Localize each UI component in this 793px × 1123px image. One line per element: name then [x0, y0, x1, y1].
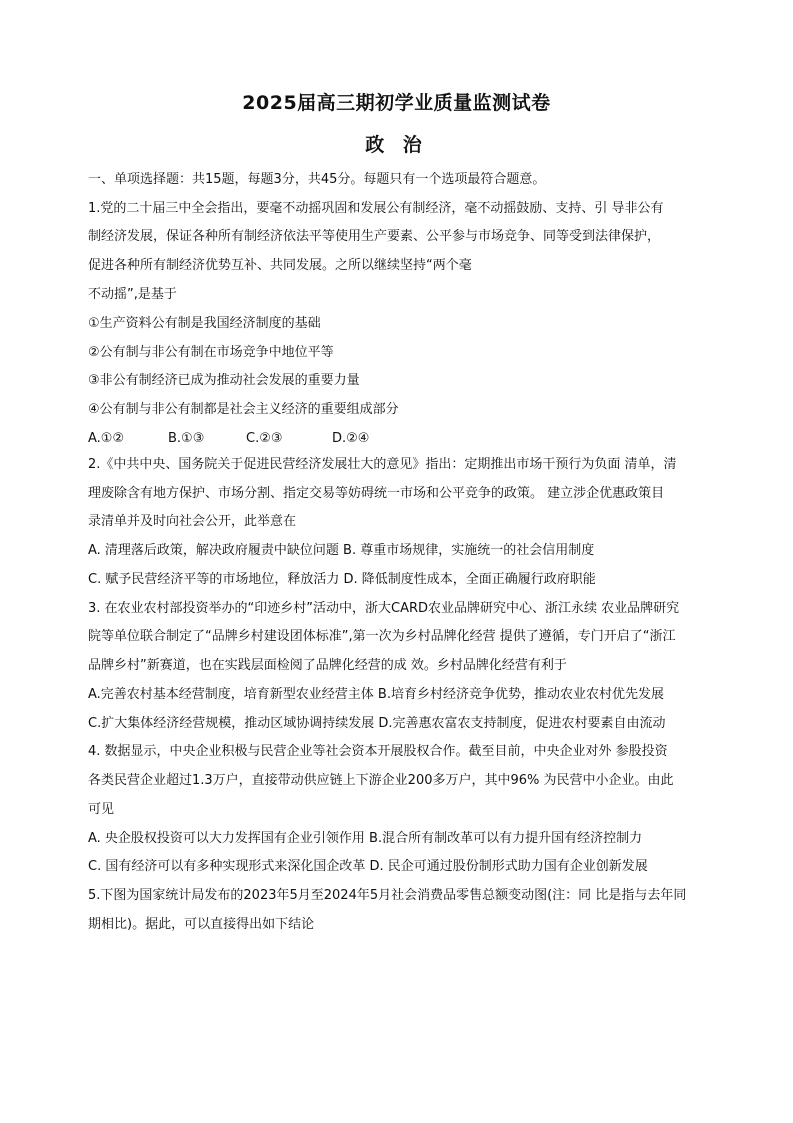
q4-stem-line: 可见: [88, 802, 115, 817]
q3-stem-line: 品牌乡村”新赛道，也在实践层面检阅了品牌化经营的成 效。乡村品牌化经营有利于: [88, 658, 567, 673]
q5-stem-line: 期相比)。据此，可以直接得出如下结论: [88, 917, 315, 932]
q4-options-ab[interactable]: A. 央企股权投资可以大力发挥国有企业引领作用 B.混合所有制改革可以有力提升国有经济控制力: [88, 831, 643, 846]
q1-stem-line: 不动摇”,是基于: [88, 287, 177, 302]
q4-stem-line: 各类民营企业超过1.3万户，直接带动供应链上下游企业200多万户，其中96% 为民营中小企业。由此: [88, 773, 674, 788]
q1-statement: ①生产资料公有制是我国经济制度的基础: [88, 316, 321, 331]
q1-option-b[interactable]: B.①③: [168, 431, 205, 446]
q1-stem-line: 促进各种所有制经济优势互补、共同发展。之所以继续坚持“两个毫: [88, 258, 472, 273]
q4-stem-line: 4. 数据显示，中央企业积极与民营企业等社会资本开展股权合作。截至目前，中央企业对外 参股投资: [88, 744, 668, 759]
q2-options-cd[interactable]: C. 赋予民营经济平等的市场地位，释放活力 D. 降低制度性成本，全面正确履行政府职能: [88, 572, 596, 587]
q2-stem-line: 理废除含有地方保护、市场分割、指定交易等妨碍统一市场和公平竞争的政策。 建立涉企优惠政策目: [88, 486, 665, 501]
q2-stem-line: 2.《中共中央、国务院关于促进民营经济发展壮大的意见》指出：定期推出市场干预行为负面 清单，清: [88, 457, 677, 472]
q2-options-ab[interactable]: A. 清理落后政策，解决政府履责中缺位问题 B. 尊重市场规律，实施统一的社会信用制度: [88, 543, 595, 558]
q1-statement: ③非公有制经济已成为推动社会发展的重要力量: [88, 373, 360, 388]
q1-statement: ④公有制与非公有制都是社会主义经济的重要组成部分: [88, 402, 399, 417]
q1-options: [88, 430, 728, 448]
q2-stem-line: 录清单并及时向社会公开，此举意在: [88, 514, 297, 529]
q4-options-cd[interactable]: C. 国有经济可以有多种实现形式来深化国企改革 D. 民企可通过股份制形式助力国有企业创新发展: [88, 859, 648, 874]
q3-options-ab[interactable]: A.完善农村基本经营制度，培育新型农业经营主体 B.培育乡村经济竞争优势，推动农业农村优先发展: [88, 687, 664, 702]
exam-title: 2025届高三期初学业质量监测试卷: [242, 92, 551, 114]
q1-option-d[interactable]: D.②④: [332, 431, 370, 446]
q1-option-a[interactable]: A.①②: [88, 431, 125, 446]
subject-title: 政 治: [365, 134, 428, 156]
q3-options-cd[interactable]: C.扩大集体经济经营规模，推动区域协调持续发展 D.完善惠农富农支持制度，促进农村要素自由流动: [88, 716, 666, 731]
section-heading: 一、单项选择题：共15题，每题3分，共45分。每题只有一个选项最符合题意。: [88, 172, 546, 187]
q1-option-c[interactable]: C.②③: [246, 431, 283, 446]
q1-statement: ②公有制与非公有制在市场竞争中地位平等: [88, 345, 334, 360]
q1-stem-line: 1.党的二十届三中全会指出，要毫不动摇巩固和发展公有制经济，毫不动摇鼓励、支持、引 导非公有: [88, 201, 664, 216]
q3-stem-line: 3. 在农业农村部投资举办的“印迹乡村”活动中，浙大CARD农业品牌研究中心、浙江永续 农业品牌研究: [88, 601, 680, 616]
q5-stem-line: 5.下图为国家统计局发布的2023年5月至2024年5月社会消费品零售总额变动图(注：同 比是指与去年同: [88, 888, 687, 903]
q3-stem-line: 院等单位联合制定了“品牌乡村建设团体标准”,第一次为乡村品牌化经营 提供了遵循，专门开启了“浙江: [88, 629, 676, 644]
q1-stem-line: 制经济发展，保证各种所有制经济依法平等使用生产要素、公平参与市场竞争、同等受到法律保护，: [88, 229, 661, 244]
